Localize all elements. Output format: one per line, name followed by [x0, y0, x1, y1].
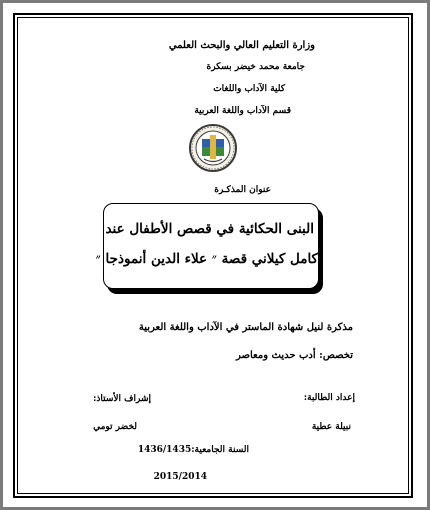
faculty-name: كلية الآداب واللغات	[213, 84, 285, 94]
gregorian-year: 2015/2014	[153, 472, 207, 482]
document-page	[3, 3, 427, 507]
supervisor-label: إشراف الأستاذ:	[93, 394, 151, 404]
title-box	[95, 203, 323, 293]
title-box-frame	[103, 203, 319, 289]
thesis-title-line-2: كامل كيلاني قصة ״ علاء الدين أنموذجا ״	[95, 251, 318, 267]
ministry-name: وزارة التعليم العالي والبحث العلمي	[168, 40, 315, 51]
university-name: جامعة محمد خيضر بسكرة	[206, 62, 305, 72]
thesis-purpose: مذكرة لنيل شهادة الماستر في الآداب واللغة العربية	[138, 322, 353, 333]
university-seal-icon	[188, 123, 238, 173]
thesis-title-line-1: البنى الحكائية في قصص الأطفال عند	[105, 221, 314, 237]
academic-year	[138, 446, 249, 455]
student-name: نبيلة عطية	[311, 422, 351, 432]
academic-year-value: 1436/1435	[137, 445, 192, 455]
academic-year-label: السنة الجامعية:	[191, 445, 249, 455]
supervisor-name: لخضر تومي	[93, 422, 137, 432]
specialization: تخصص: أدب حديث ومعاصر	[235, 350, 353, 361]
department-name: قسم الآداب واللغة العربية	[194, 106, 291, 116]
title-caption: عنوان المذكـرة	[214, 185, 271, 195]
student-label: إعداد الطالبة:	[303, 393, 355, 403]
